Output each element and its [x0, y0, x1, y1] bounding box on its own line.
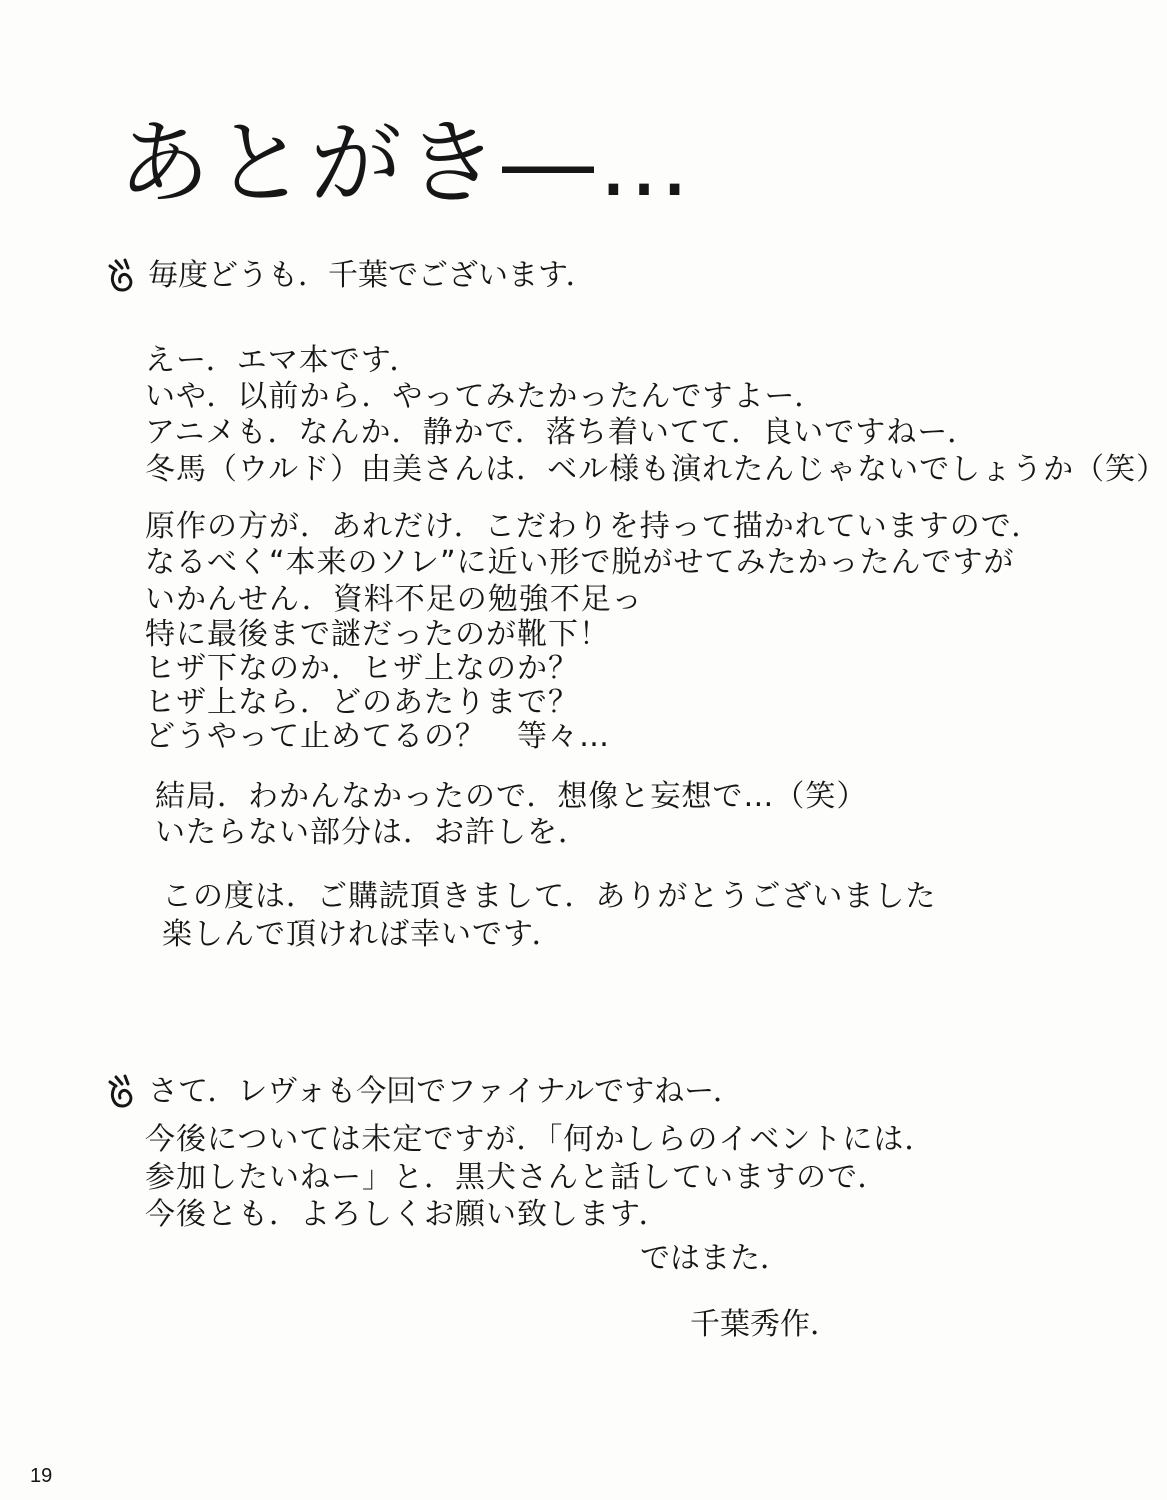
closing-heading — [100, 1074, 743, 1110]
text-line: 原作の方が．あれだけ．こだわりを持って描かれていますので． — [145, 509, 1043, 544]
text-line: 参加したいねー」と．黒犬さんと話していますので． — [145, 1160, 889, 1195]
text-line: どうやって止めてるの？ 等々… — [145, 719, 610, 754]
text-line: この度は．ご購読頂きまして．ありがとうございました — [162, 879, 937, 914]
text-line: 楽しんで頂ければ幸いです． — [162, 917, 563, 952]
closing-section — [100, 1074, 743, 1110]
text-line: いかんせん．資料不足の勉強不足っ — [145, 582, 643, 617]
text-line: なるべく“本来のソレ”に近い形で脱がせてみたかったんですが — [145, 545, 1015, 580]
text-line: いたらない部分は．お許しを． — [155, 815, 589, 850]
page-number: 19 — [30, 1465, 53, 1487]
text-line: 今後とも．よろしくお願い致します． — [145, 1197, 670, 1232]
swirl-mark-icon — [100, 258, 140, 294]
closing-heading-text: さて．レヴォも今回でファイナルですねー． — [148, 1074, 743, 1109]
text-line: 今後については未定ですが．「何かしらのイベントには． — [145, 1122, 936, 1157]
greeting-heading — [100, 258, 596, 294]
text-line: 結局．わかんなかったので．想像と妄想で…（笑） — [155, 779, 868, 814]
closing-phrase: ではまた． — [640, 1241, 790, 1276]
text-line: 冬馬（ウルド）由美さんは．ベル様も演れたんじゃないでしょうか（笑） — [145, 452, 1167, 487]
text-line: えー．エマ本です． — [145, 343, 421, 378]
text-line: 特に最後まで謎だったのが靴下！ — [145, 617, 610, 652]
page-title: あとがき―… — [118, 110, 695, 217]
text-line: ヒザ下なのか．ヒザ上なのか？ — [145, 651, 579, 686]
greeting-text: 毎度どうも．千葉でございます． — [148, 258, 596, 293]
greeting-section — [100, 258, 596, 294]
text-line: ヒザ上なら．どのあたりまで？ — [145, 685, 579, 720]
author-signature: 千葉秀作． — [690, 1307, 840, 1342]
text-line: アニメも．なんか．静かで．落ち着いてて．良いですねー． — [145, 415, 979, 450]
text-line: いや．以前から．やってみたかったんですよー． — [145, 379, 826, 414]
swirl-mark-icon — [100, 1074, 140, 1110]
